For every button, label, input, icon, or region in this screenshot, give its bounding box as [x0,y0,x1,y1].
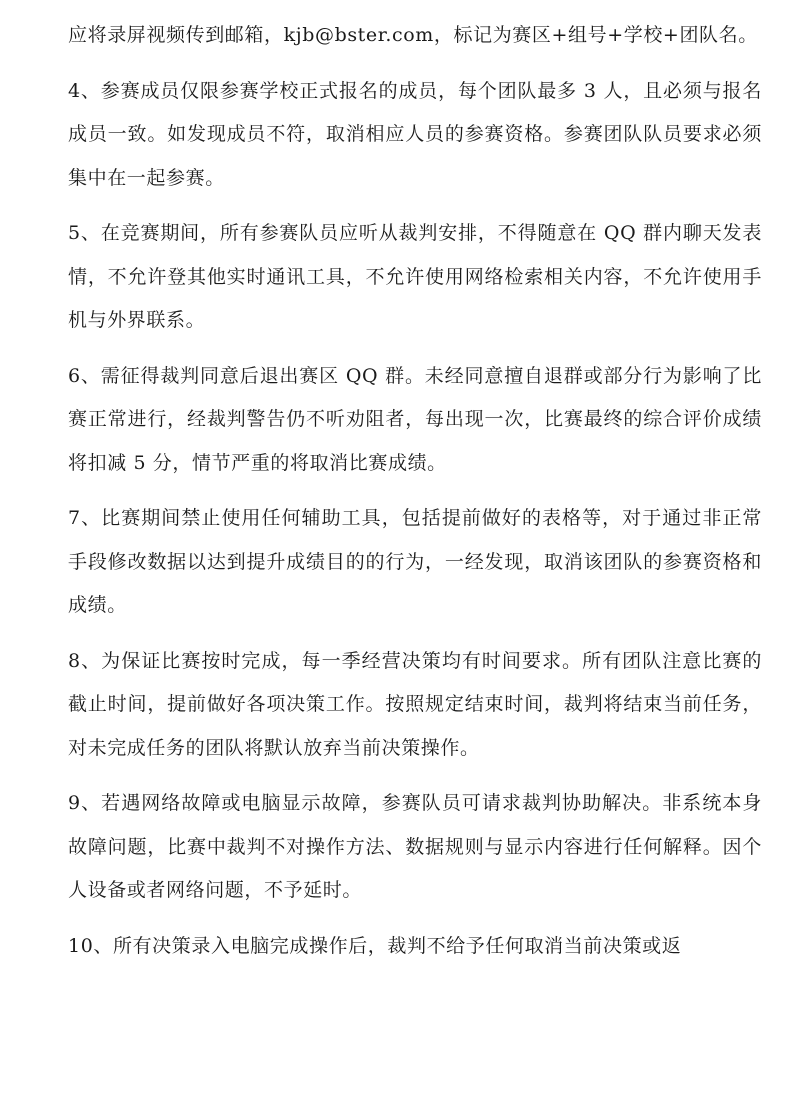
paragraph-rule-6: 6、需征得裁判同意后退出赛区 QQ 群。未经同意擅自退群或部分行为影响了比赛正常进行，经裁判警告仍不听劝阻者，每出现一次，比赛最终的综合评价成绩将扣减 5 分，情节严重的将取消比赛成绩。 [68,364,762,474]
paragraph-continuation: 应将录屏视频传到邮箱，kjb@bster.com，标记为赛区+组号+学校+团队名。 [68,24,758,46]
paragraph-rule-8: 8、为保证比赛按时完成，每一季经营决策均有时间要求。所有团队注意比赛的截止时间，提前做好各项决策工作。按照规定结束时间，裁判将结束当前任务，对未完成任务的团队将默认放弃当前决策操作。 [68,649,762,759]
paragraph-rule-9: 9、若遇网络故障或电脑显示故障，参赛队员可请求裁判协助解决。非系统本身故障问题，比赛中裁判不对操作方法、数据规则与显示内容进行任何解释。因个人设备或者网络问题，不予延时。 [68,792,762,901]
paragraph-rule-10: 10、所有决策录入电脑完成操作后，裁判不给予任何取消当前决策或返 [68,934,682,957]
paragraph-rule-7: 7、比赛期间禁止使用任何辅助工具，包括提前做好的表格等，对于通过非正常手段修改数据以达到提升成绩目的的行为，一经发现，取消该团队的参赛资格和成绩。 [68,507,762,616]
paragraph-rule-4: 4、参赛成员仅限参赛学校正式报名的成员，每个团队最多 3 人，且必须与报名成员一致。如发现成员不符，取消相应人员的参赛资格。参赛团队队员要求必须集中在一起参赛。 [68,79,762,189]
paragraph-rule-5: 5、在竞赛期间，所有参赛队员应听从裁判安排，不得随意在 QQ 群内聊天发表情，不允许登其他实时通讯工具，不允许使用网络检索相关内容，不允许使用手机与外界联系。 [68,222,762,331]
